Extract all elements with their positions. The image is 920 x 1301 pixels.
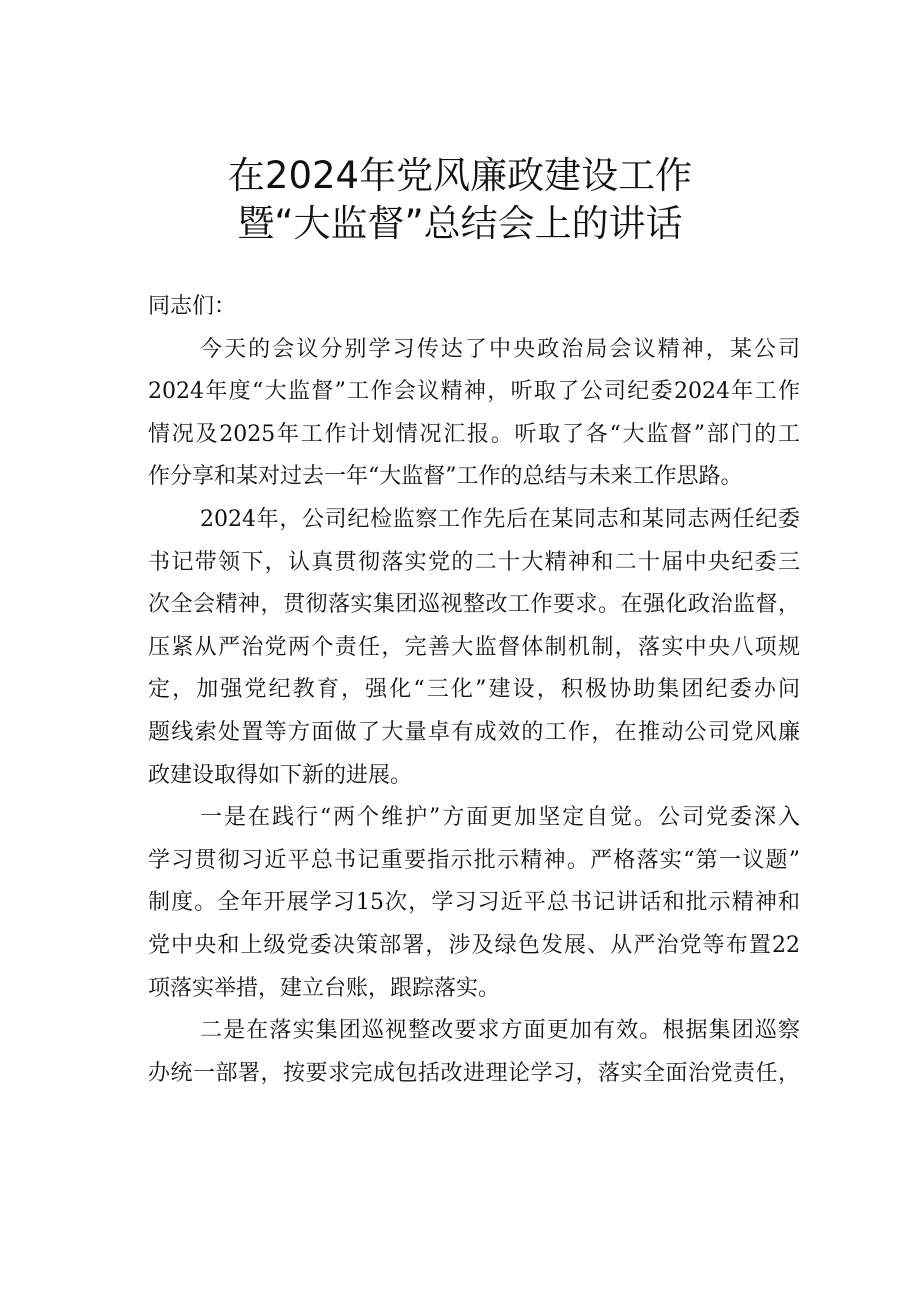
title-line-1: 在2024年党风廉政建设工作 bbox=[227, 154, 693, 197]
paragraph-1-line-2: 2024年度“大监督”工作会议精神，听取了公司纪委2024年工作 bbox=[148, 379, 800, 405]
paragraph-2-line-2: 书记带领下，认真贯彻落实党的二十大精神和二十届中央纪委三 bbox=[148, 549, 800, 575]
paragraph-4-line-2: 办统一部署，按要求完成包括改进理论学习，落实全面治党责任， bbox=[148, 1060, 800, 1086]
paragraph-4-line-1: 二是在落实集团巡视整改要求方面更加有效。根据集团巡察 bbox=[200, 1018, 800, 1044]
paragraph-1-line-1: 今天的会议分别学习传达了中央政治局会议精神，某公司 bbox=[200, 336, 800, 362]
paragraph-2-line-6: 题线索处置等方面做了大量卓有成效的工作，在推动公司党风廉 bbox=[148, 719, 800, 745]
paragraph-2-line-3: 次全会精神，贯彻落实集团巡视整改工作要求。在强化政治监督， bbox=[148, 592, 800, 618]
paragraph-2-line-4: 压紧从严治党两个责任，完善大监督体制机制，落实中央八项规 bbox=[148, 634, 800, 660]
paragraph-2-line-7: 政建设取得如下新的进展。 bbox=[148, 762, 413, 788]
paragraph-2-line-1: 2024年，公司纪检监察工作先后在某同志和某同志两任纪委 bbox=[200, 506, 800, 532]
paragraph-3-line-1: 一是在践行“两个维护”方面更加坚定自觉。公司党委深入 bbox=[200, 805, 800, 831]
title-line-2: 暨“大监督”总结会上的讲话 bbox=[237, 202, 683, 245]
paragraph-3-line-5: 项落实举措，建立台账，跟踪落实。 bbox=[148, 975, 501, 1001]
paragraph-1-line-4: 作分享和某对过去一年“大监督”工作的总结与未来工作思路。 bbox=[148, 464, 743, 490]
paragraph-3-line-4: 党中央和上级党委决策部署，涉及绿色发展、从严治党等布置22 bbox=[148, 932, 800, 958]
paragraph-3-line-3: 制度。全年开展学习15次，学习习近平总书记讲话和批示精神和 bbox=[148, 890, 800, 916]
paragraph-2-line-5: 定，加强党纪教育，强化“三化”建设，积极协助集团纪委办问 bbox=[148, 677, 800, 703]
document-title bbox=[0, 152, 920, 248]
document-body bbox=[148, 286, 808, 1095]
salutation: 同志们： bbox=[148, 294, 237, 319]
paragraph-3-line-2: 学习贯彻习近平总书记重要指示批示精神。严格落实“第一议题” bbox=[148, 847, 800, 873]
paragraph-1-line-3: 情况及2025年工作计划情况汇报。听取了各“大监督”部门的工 bbox=[148, 421, 800, 447]
